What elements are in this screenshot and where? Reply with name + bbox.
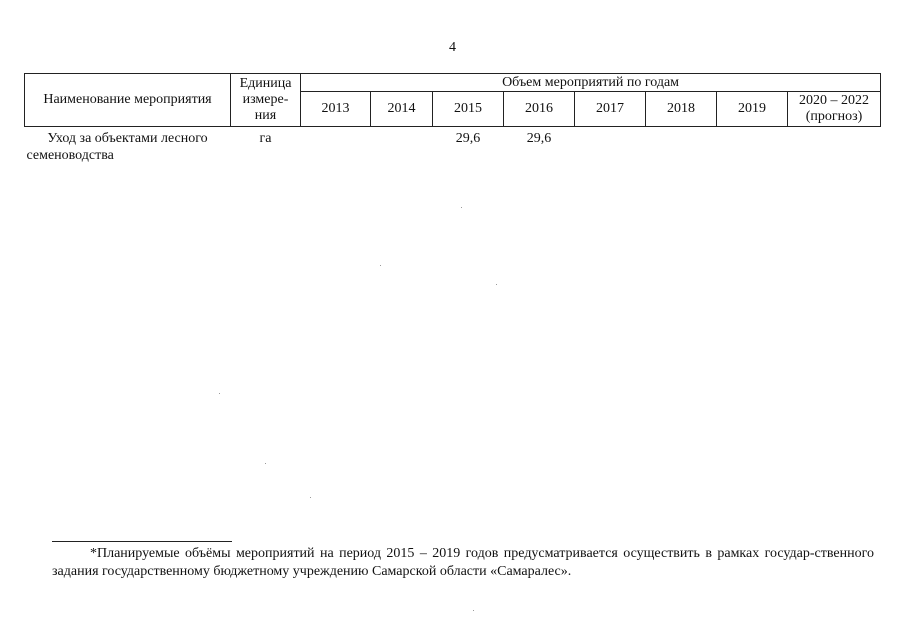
header-year-2019: 2019 [717,92,788,127]
scan-speck [473,610,474,611]
scan-speck [265,463,266,464]
header-activity-name: Наименование мероприятия [25,74,231,127]
footnote-separator [52,541,232,542]
header-year-2018: 2018 [646,92,717,127]
header-year-2013: 2013 [301,92,371,127]
scan-speck [496,284,497,285]
row-value-2016: 29,6 [526,131,552,146]
header-year-2017: 2017 [575,92,646,127]
row-value-2019 [717,127,788,165]
footnote: *Планируемые объёмы мероприятий на период 2015 – 2019 годов предусматривается осуществить в рамках государ-ственного задания государственному бюджетному учреждению Самарской области «Самаралес». [52,546,874,579]
table-row [25,127,881,165]
header-unit: Единица измере-ния [231,74,301,127]
scan-speck [310,497,311,498]
row-unit: га [259,131,272,146]
row-value-2017 [575,127,646,165]
row-value-2014 [371,127,433,165]
scan-speck [219,393,220,394]
scan-speck [461,207,462,208]
header-year-2016: 2016 [504,92,575,127]
header-year-2015: 2015 [433,92,504,127]
row-value-2015: 29,6 [455,131,481,146]
page-number: 4 [449,40,456,55]
scan-speck [380,265,381,266]
row-activity-name: Уход за объектами лесного семеноводства [26,131,208,163]
row-value-2013 [301,127,371,165]
row-value-2018 [646,127,717,165]
row-value-2020-2022 [788,127,881,165]
header-year-2020-2022-forecast: 2020 – 2022 (прогноз) [788,92,881,127]
activities-table [24,73,881,164]
header-year-2014: 2014 [371,92,433,127]
header-volume-by-year: Объем мероприятий по годам [301,74,881,92]
